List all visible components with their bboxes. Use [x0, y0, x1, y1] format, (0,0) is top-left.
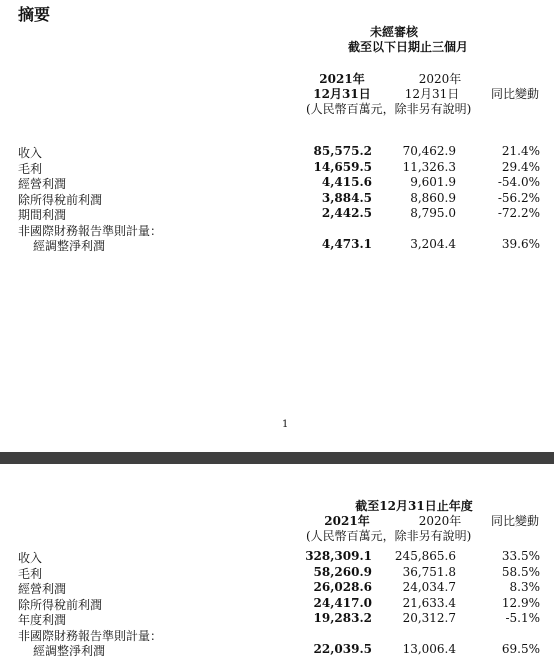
- q4-header-unaudited: 未經審核: [369, 25, 419, 39]
- fy-row-value-yoy: -5.1%: [505, 611, 540, 625]
- q4-row-value-2021: 14,659.5: [313, 159, 372, 174]
- q4-row-value-yoy: 21.4%: [501, 144, 540, 158]
- q4-row-label: 非國際財務報告準則計量：: [18, 223, 163, 238]
- q4-row-label: 收入: [18, 146, 43, 160]
- fy-row-label: 收入: [18, 551, 43, 565]
- page-title: 摘要: [18, 5, 51, 24]
- q4-header-unit: (人民幣百萬元，除非另有說明): [306, 102, 472, 116]
- q4-row-value-yoy: 29.4%: [501, 159, 540, 174]
- q4-header-year-2020: 2020年: [418, 72, 462, 86]
- fy-row-value-yoy: 69.5%: [501, 642, 540, 656]
- fy-header-year-2020: 2020年: [418, 514, 462, 528]
- q4-row-value-2020: 3,204.4: [410, 237, 456, 251]
- q4-row-value-2021: 4,415.6: [321, 175, 372, 189]
- fy-row-value-yoy: 58.5%: [501, 564, 540, 579]
- q4-row-value-2021: 4,473.1: [321, 237, 372, 251]
- q4-row-label: 期間利潤: [18, 208, 67, 222]
- q4-row-value-2020: 8,860.9: [410, 190, 456, 205]
- q4-row-label: 經調整淨利潤: [33, 239, 106, 253]
- fy-row-label: 非國際財務報告準則計量：: [18, 628, 163, 643]
- fy-row-value-2020: 20,312.7: [402, 611, 456, 625]
- q4-row-label: 毛利: [18, 161, 43, 176]
- q4-row-value-yoy: -54.0%: [497, 175, 540, 189]
- fy-row-value-2021: 26,028.6: [313, 580, 372, 594]
- fy-row-value-2020: 36,751.8: [402, 564, 456, 579]
- fy-header-period: 截至12月31日止年度: [355, 499, 473, 513]
- q4-header-date-2021: 12月31日: [313, 87, 371, 101]
- fy-header-unit: (人民幣百萬元，除非另有說明): [306, 529, 472, 543]
- q4-row-value-2021: 2,442.5: [321, 206, 372, 220]
- q4-row-value-yoy: 39.6%: [501, 237, 540, 251]
- q4-row-label: 除所得稅前利潤: [18, 192, 103, 207]
- page-divider: [0, 452, 554, 464]
- fy-row-value-2021: 24,417.0: [313, 595, 372, 610]
- q4-row-value-2020: 70,462.9: [402, 144, 456, 158]
- fy-row-value-2020: 21,633.4: [402, 595, 456, 610]
- q4-header-date-2020: 12月31日: [404, 87, 460, 101]
- fy-row-label: 毛利: [18, 566, 43, 581]
- fy-header-yoy: 同比變動: [490, 514, 540, 528]
- q4-header-period: 截至以下日期止三個月: [347, 40, 469, 54]
- q4-row-value-yoy: -72.2%: [497, 206, 540, 220]
- fy-row-value-2021: 58,260.9: [313, 564, 372, 579]
- q4-row-value-2021: 85,575.2: [313, 144, 372, 158]
- fy-row-value-2020: 24,034.7: [402, 580, 456, 594]
- fy-row-label: 經營利潤: [18, 582, 67, 596]
- fy-row-label: 經調整淨利潤: [33, 644, 106, 658]
- fy-row-value-2020: 245,865.6: [394, 549, 456, 563]
- fy-header-year-2021: 2021年: [324, 514, 370, 528]
- fy-row-value-2020: 13,006.4: [402, 642, 456, 656]
- q4-row-value-2020: 11,326.3: [402, 159, 456, 174]
- fy-row-value-2021: 328,309.1: [305, 549, 372, 563]
- q4-row-value-yoy: -56.2%: [497, 190, 540, 205]
- fy-row-value-yoy: 33.5%: [501, 549, 540, 563]
- fy-row-value-2021: 22,039.5: [313, 642, 372, 656]
- fy-row-value-yoy: 8.3%: [509, 580, 540, 594]
- page-number: 1: [282, 419, 289, 430]
- q4-row-value-2021: 3,884.5: [321, 190, 372, 205]
- q4-header-yoy: 同比變動: [490, 87, 540, 101]
- q4-header-year-2021: 2021年: [319, 72, 365, 86]
- fy-row-label: 除所得稅前利潤: [18, 597, 103, 612]
- fy-row-value-2021: 19,283.2: [313, 611, 372, 625]
- q4-row-value-2020: 8,795.0: [410, 206, 456, 220]
- q4-row-value-2020: 9,601.9: [410, 175, 456, 189]
- q4-row-label: 經營利潤: [18, 177, 67, 191]
- fy-row-value-yoy: 12.9%: [501, 595, 540, 610]
- fy-row-label: 年度利潤: [18, 613, 67, 627]
